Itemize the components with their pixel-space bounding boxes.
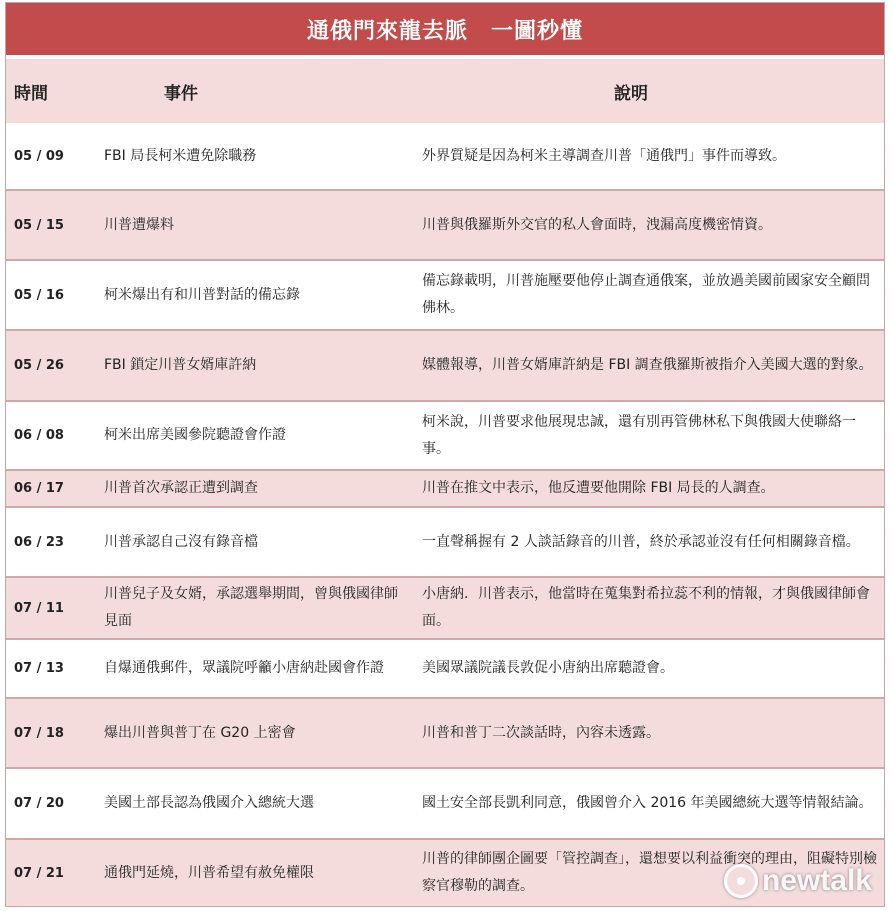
row-date: 07 / 13 <box>14 661 64 676</box>
table-row <box>6 508 884 578</box>
row-date: 05 / 15 <box>14 217 64 233</box>
header-date: 時間 <box>14 83 48 104</box>
row-desc: 小唐納．川普表示，他當時在蒐集對希拉蕊不利的情報，才與俄國律師會面。 <box>422 586 870 629</box>
table-row <box>6 769 884 840</box>
table-row <box>6 699 884 769</box>
row-date: 07 / 20 <box>14 796 64 811</box>
row-desc: 一直聲稱握有 2 人談話錄音的川普，終於承認並沒有任何相關錄音檔。 <box>422 533 860 550</box>
header-event: 事件 <box>164 83 198 104</box>
row-event: FBI 鎖定川普女婿庫許納 <box>104 357 257 373</box>
row-desc: 備忘錄載明，川普施壓要他停止調查通俄案，並放過美國前國家安全顧問佛林。 <box>422 273 870 316</box>
row-desc: 柯米說，川普要求他展現忠誠，還有別再管佛林私下與俄國大使聯絡一事。 <box>422 413 856 457</box>
table-row <box>6 471 884 508</box>
table-row <box>6 331 884 402</box>
row-date: 06 / 23 <box>14 534 64 550</box>
header-desc: 說明 <box>614 83 648 104</box>
table-row <box>6 261 884 331</box>
row-event: 通俄門延燒，川普希望有赦免權限 <box>104 864 314 881</box>
row-date: 05 / 16 <box>14 287 64 303</box>
row-date: 07 / 11 <box>14 600 64 616</box>
row-date: 07 / 21 <box>14 865 64 881</box>
table-row <box>6 578 884 640</box>
row-event: FBI 局長柯米遭免除職務 <box>104 147 257 164</box>
newtalk-logo-icon <box>724 864 758 898</box>
row-date: 06 / 17 <box>14 481 64 496</box>
row-date: 05 / 09 <box>14 148 64 164</box>
row-event: 柯米爆出有和川普對話的備忘錄 <box>104 286 300 303</box>
table-row <box>6 402 884 471</box>
row-event: 川普遭爆料 <box>104 216 174 233</box>
table-row <box>6 640 884 699</box>
row-date: 05 / 26 <box>14 358 64 373</box>
table-row <box>6 123 884 191</box>
row-event: 川普首次承認正遭到調查 <box>104 480 258 496</box>
row-desc: 川普在推文中表示，他反遭要他開除 FBI 局長的人調查。 <box>422 480 775 496</box>
timeline-table <box>5 2 885 907</box>
row-desc: 外界質疑是因為柯米主導調查川普「通俄門」事件而導致。 <box>422 147 786 164</box>
page-title: 通俄門來龍去脈 一圖秒懂 <box>6 3 884 55</box>
newtalk-watermark <box>724 864 872 898</box>
table-header <box>6 57 884 125</box>
table-row <box>6 191 884 261</box>
row-desc: 川普的律師團企圖要「管控調查」，還想要以利益衝突的理由，阻礙特別檢察官穆勒的調查。 <box>422 851 877 894</box>
row-date: 06 / 08 <box>14 428 64 443</box>
watermark-text: newtalk <box>761 864 872 897</box>
row-event: 爆出川普與普丁在 G20 上密會 <box>104 724 296 741</box>
row-event: 柯米出席美國參院聽證會作證 <box>104 427 286 443</box>
row-desc: 川普和普丁二次談話時，內容未透露。 <box>422 724 660 741</box>
row-desc: 媒體報導，川普女婿庫許納是 FBI 調查俄羅斯被指介入美國大選的對象。 <box>422 357 873 373</box>
row-event: 川普承認自己沒有錄音檔 <box>104 533 258 550</box>
row-desc: 國土安全部長凱利同意，俄國曾介入 2016 年美國總統大選等情報結論。 <box>422 795 873 811</box>
row-event: 自爆通俄郵件，眾議院呼籲小唐納赴國會作證 <box>104 660 384 676</box>
row-desc: 美國眾議院議長敦促小唐納出席聽證會。 <box>422 660 674 676</box>
row-desc: 川普與俄羅斯外交官的私人會面時，洩漏高度機密情資。 <box>422 216 772 233</box>
row-event: 美國土部長認為俄國介入總統大選 <box>104 795 314 811</box>
row-event: 川普兒子及女婿，承認選舉期間，曾與俄國律師見面 <box>104 586 398 629</box>
row-date: 07 / 18 <box>14 725 64 741</box>
